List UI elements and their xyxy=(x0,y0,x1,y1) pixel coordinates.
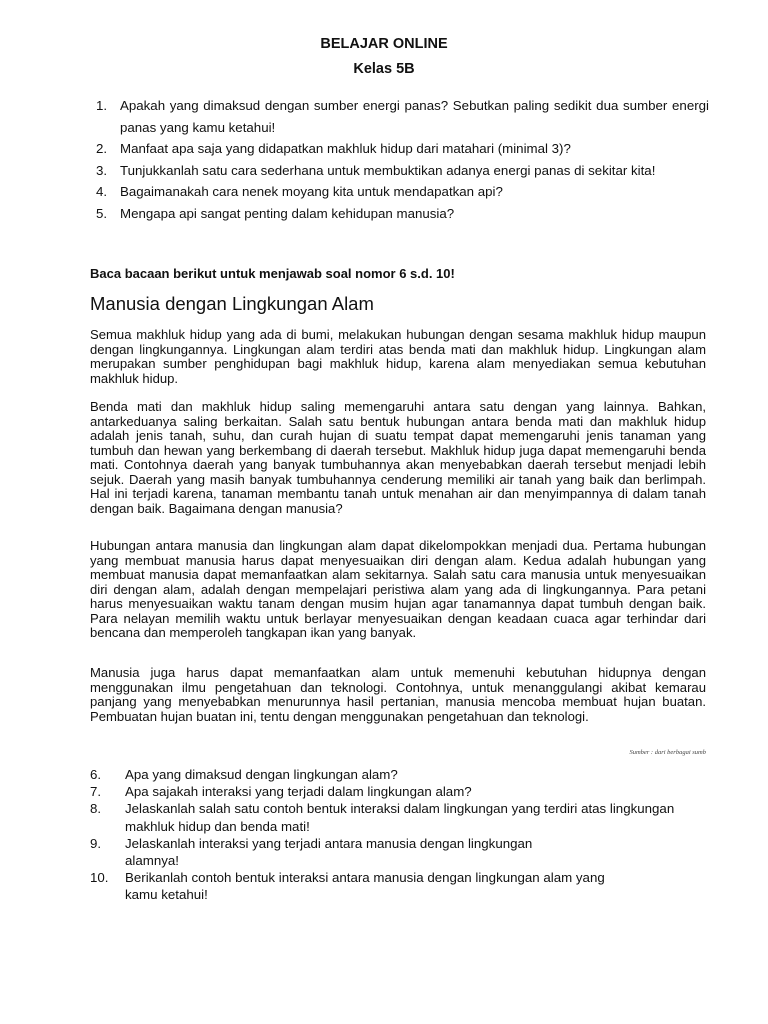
question-number: 7. xyxy=(90,784,102,800)
question-number: 9. xyxy=(90,835,102,851)
question-item xyxy=(94,138,709,160)
question-item xyxy=(94,95,709,138)
question-item xyxy=(94,160,709,182)
question-item xyxy=(94,203,709,225)
question-number: 6. xyxy=(90,767,102,782)
question-text: Manfaat apa saja yang didapatkan makhluk hidup dari matahari (minimal 3)? xyxy=(120,141,571,156)
question-text: Mengapa api sangat penting dalam kehidupan manusia? xyxy=(120,205,455,221)
question-text: Bagaimanakah cara nenek moyang kita untuk mendapatkan api? xyxy=(120,184,503,199)
reading-title: Manusia dengan Lingkungan Alam xyxy=(90,293,374,314)
question-number: 2. xyxy=(96,141,108,156)
question-text: Apa yang dimaksud dengan lingkungan alam? xyxy=(125,767,398,782)
document-title: BELAJAR ONLINE xyxy=(320,36,448,52)
question-item xyxy=(90,766,690,783)
question-text: Jelaskanlah interaksi yang terjadi antara manusia dengan lingkungan alamnya! xyxy=(125,835,533,869)
reading-paragraph: Hubungan antara manusia dan lingkungan alam dapat dikelompokkan menjadi dua. Pertama hubungan yang membuat manusia harus dapat menyesuaikan diri dengan alam. Kedua adalah hubungan yang membuat manusia dapat memanfaatkan alam sekitarnya. Salah satu cara manusia untuk menyesuaikan diri dengan alam, adalah dengan mempelajari peristiwa alam yang ada di lingkungannya. Para petani harus menyesuaikan waktu tanam dengan musim hujan agar tanamannya dapat tumbuh dengan baik. Para nelayan memilih waktu untuk berlayar menyesuaikan dengan keadaan cuaca agar terhindar dari bencana dan memperoleh tangkapan ikan yang banyak. xyxy=(90,538,706,640)
question-item xyxy=(94,181,709,203)
question-item xyxy=(90,835,690,869)
question-number: 5. xyxy=(96,205,108,221)
question-item xyxy=(90,869,690,903)
question-item xyxy=(90,783,690,800)
question-text: Apakah yang dimaksud dengan sumber energi panas? Sebutkan paling sedikit dua sumber energi panas yang kamu ketahui! xyxy=(120,98,709,135)
question-number: 3. xyxy=(96,162,108,178)
question-number: 1. xyxy=(96,98,108,113)
question-number: 8. xyxy=(90,801,102,817)
question-number: 10. xyxy=(90,870,109,886)
source-note: Sumber : dari berbagai sumb xyxy=(629,749,706,756)
reading-paragraph: Benda mati dan makhluk hidup saling memengaruhi antara satu dengan yang lainnya. Bahkan, antarkeduanya saling berkaitan. Salah satu bentuk hubungan antara benda mati dan makhluk hidup adalah jenis tanah, suhu, dan curah hujan di suatu tempat dapat memengaruhi jenis tanaman yang tumbuh dan hewan yang berkembang di daerah tersebut. Makhluk hidup juga dapat memengaruhi benda mati. Contohnya daerah yang banyak tumbuhannya akan menyebabkan daerah tersebut menjadi lebih sejuk. Daerah yang masih banyak tumbuhannya cenderung memiliki air tanah yang baik dan berlimpah. Hal ini terjadi karena, tanaman membantu tanah untuk menahan air dan menyimpannya di dalam tanah dengan baik. Bagaimana dengan manusia? xyxy=(90,399,706,516)
question-text: Jelaskanlah salah satu contoh bentuk interaksi dalam lingkungan yang terdiri atas lingkungan makhluk hidup dan benda mati! xyxy=(125,801,675,834)
reading-paragraph: Manusia juga harus dapat memanfaatkan alam untuk memenuhi kebutuhan hidupnya dengan menggunakan ilmu pengetahuan dan teknologi. Contohnya, untuk menanggulangi akibat kemarau panjang yang menyebabkan menurunnya hasil pertanian, manusia mencoba membuat hujan buatan. Pembuatan hujan buatan ini, tentu dengan menggunakan pengetahuan dan teknologi. xyxy=(90,665,706,724)
question-list-part1 xyxy=(94,95,709,224)
question-number: 4. xyxy=(96,184,108,199)
question-text: Tunjukkanlah satu cara sederhana untuk membuktikan adanya energi panas di sekitar kita! xyxy=(120,162,656,178)
question-text: Berikanlah contoh bentuk interaksi antara manusia dengan lingkungan alam yang kamu ketahui! xyxy=(125,870,605,903)
question-list-part2 xyxy=(90,766,690,904)
reading-paragraph: Semua makhluk hidup yang ada di bumi, melakukan hubungan dengan sesama makhluk hidup maupun dengan lingkungannya. Lingkungan alam terdiri atas benda mati dan makhluk hidup. Lingkungan alam merupakan sumber penghidupan bagi makhluk hidup, karena alam menyediakan semua kebutuhan makhluk hidup. xyxy=(90,327,706,386)
question-text: Apa sajakah interaksi yang terjadi dalam lingkungan alam? xyxy=(125,784,472,800)
reading-instruction: Baca bacaan berikut untuk menjawab soal nomor 6 s.d. 10! xyxy=(90,266,455,281)
question-item xyxy=(90,800,690,834)
class-label: Kelas 5B xyxy=(353,61,415,77)
